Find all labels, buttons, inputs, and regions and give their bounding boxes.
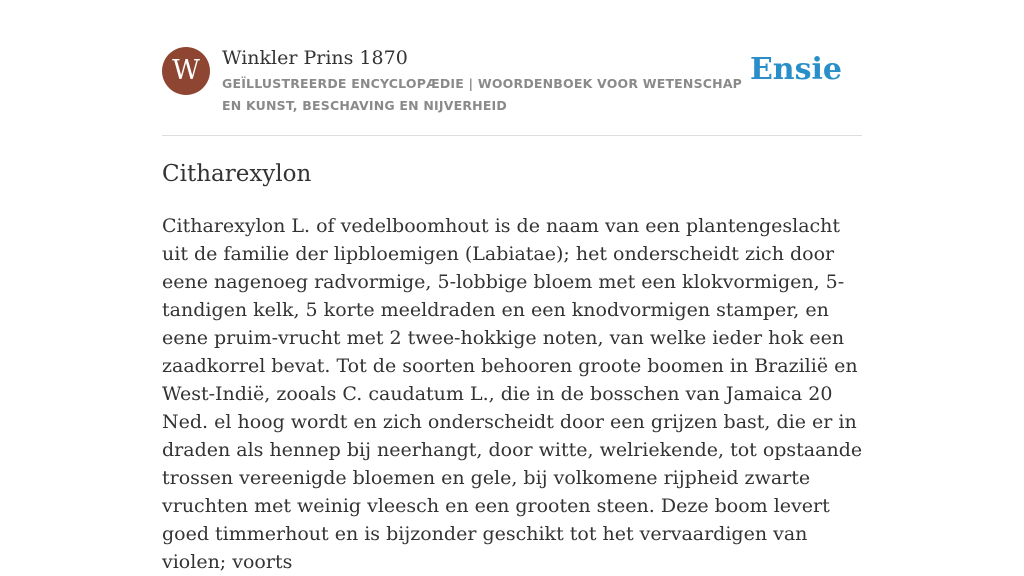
- source-subtitle: GEÏLLUSTREERDE ENCYCLOPÆDIE | WOORDENBOEK VOOR WETENSCHAP EN KUNST, BESCHAVING EN NIJVERHEID: [222, 76, 743, 113]
- header-divider: [162, 135, 862, 136]
- source-avatar[interactable]: W: [162, 47, 210, 95]
- article-title: Citharexylon: [162, 161, 312, 187]
- article-body: Citharexylon L. of vedelboomhout is de naam van een plantengeslacht uit de familie der lipbloemigen (Labiatae); het onderscheidt zich door eene nagenoeg radvormige, 5-lobbige bloem met een klokvormigen, 5-tandigen kelk, 5 korte meeldraden en een knodvormigen stamper, en eene pruim-vrucht met 2 twee-hokkige noten, van welke ieder hok een zaadkorrel bevat. Tot de soorten behooren groote boomen in Brazilië en West-Indië, zooals C. caudatum L., die in de bosschen van Jamaica 20 Ned. el hoog wordt en zich onderscheidt door een grijzen bast, die er in draden als hennep bij neerhangt, door witte, welriekende, tot opstaande trossen vereenigde bloemen en gele, bij volkomene rijpheid zwarte vruchten met weinig vleesch en een grooten steen. Deze boom levert goed timmerhout en is bijzonder geschikt tot het vervaardigen van violen; voorts: [162, 215, 863, 573]
- ensie-logo[interactable]: Ensie: [749, 52, 842, 87]
- source-title[interactable]: Winkler Prins 1870: [222, 47, 408, 69]
- source-header: [162, 46, 862, 136]
- source-info: [222, 46, 762, 117]
